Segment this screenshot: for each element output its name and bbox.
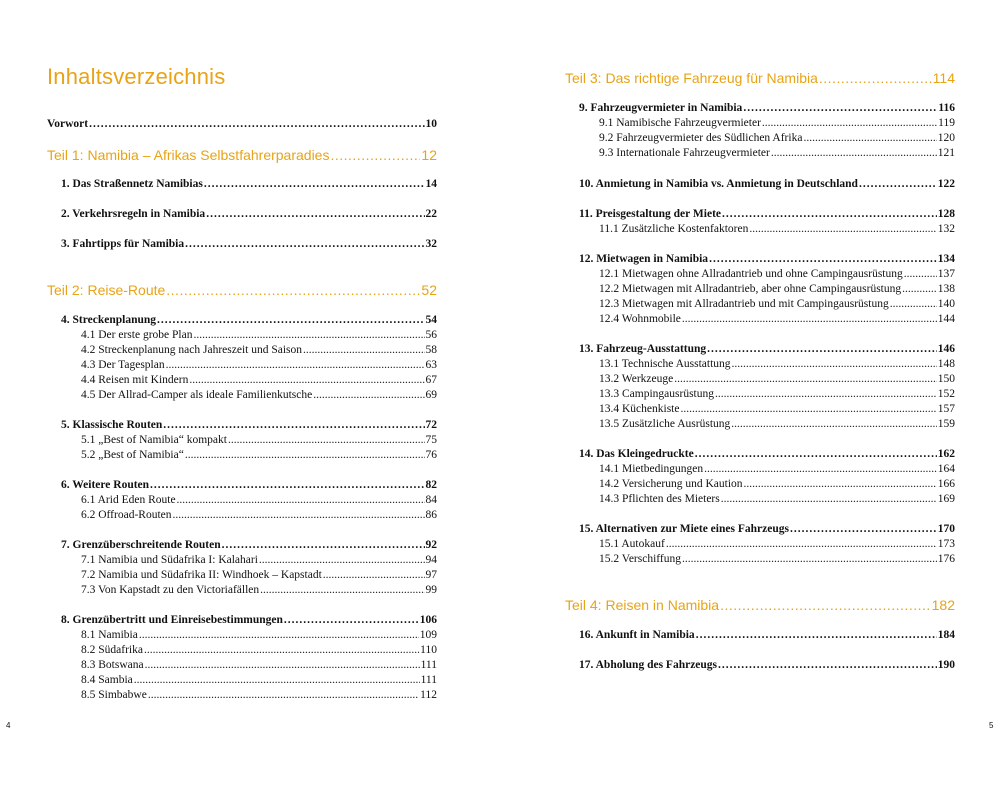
toc-entry-label: 14.2 Versicherung und Kaution [599, 478, 743, 490]
toc-chapter-entry[interactable] [579, 208, 955, 220]
toc-entry-page-number: 146 [937, 343, 955, 355]
dot-leader [313, 389, 424, 401]
toc-entry-page-number: 110 [420, 644, 437, 656]
toc-subsection-entry[interactable] [599, 538, 955, 550]
toc-subsection-entry[interactable] [599, 358, 955, 370]
toc-part-entry[interactable] [565, 597, 955, 613]
toc-entry-page-number: 67 [425, 374, 437, 386]
toc-subsection-entry[interactable] [599, 388, 955, 400]
dot-leader [721, 493, 937, 505]
toc-entry-label: 14. Das Kleingedruckte [579, 448, 694, 460]
dot-leader [173, 509, 425, 521]
dot-leader [166, 359, 425, 371]
dot-leader [696, 629, 937, 641]
toc-entry-label: 8.2 Südafrika [81, 644, 143, 656]
toc-entry-page-number: 75 [425, 434, 437, 446]
toc-subsection-entry[interactable] [81, 584, 437, 596]
toc-part-entry[interactable] [47, 147, 437, 163]
toc-chapter-entry[interactable] [579, 629, 955, 641]
toc-entry-label: 3. Fahrtipps für Namibia [61, 238, 185, 250]
toc-entry-label: 15.2 Verschiffung [599, 553, 681, 565]
toc-entry-label: 7.2 Namibia und Südafrika II: Windhoek – Kapstadt [81, 569, 322, 581]
dot-leader [145, 659, 420, 671]
toc-entry-label: 8.4 Sambia [81, 674, 133, 686]
toc-subsection-entry[interactable] [81, 689, 437, 701]
dot-leader [731, 418, 936, 430]
toc-entry-label: 16. Ankunft in Namibia [579, 629, 695, 641]
toc-subsection-entry[interactable] [599, 478, 955, 490]
toc-entry-label: 17. Abholung des Fahrzeugs [579, 659, 718, 671]
dot-leader [744, 478, 937, 490]
toc-chapter-entry[interactable] [579, 253, 955, 265]
toc-entry-page-number: 97 [425, 569, 437, 581]
toc-entry-page-number: 111 [420, 674, 437, 686]
dot-leader [666, 538, 937, 550]
dot-leader [743, 102, 937, 114]
toc-chapter-entry[interactable] [579, 448, 955, 460]
toc-subsection-entry[interactable] [599, 373, 955, 385]
toc-entry-label: 15. Alternativen zur Miete eines Fahrzeugs [579, 523, 789, 535]
toc-subsection-entry[interactable] [599, 283, 955, 295]
dot-leader [89, 118, 424, 130]
dot-leader [859, 178, 937, 190]
toc-chapter-entry[interactable] [61, 419, 437, 431]
toc-entry-label: Teil 1: Namibia – Afrikas Selbstfahrerparadies [47, 147, 330, 163]
toc-entry-page-number: 166 [937, 478, 955, 490]
toc-chapter-entry[interactable] [47, 118, 437, 130]
toc-chapter-entry[interactable] [61, 178, 437, 190]
toc-chapter-entry[interactable] [579, 343, 955, 355]
toc-entry-page-number: 63 [425, 359, 437, 371]
dot-leader [803, 132, 936, 144]
toc-subsection-entry[interactable] [599, 117, 955, 129]
dot-leader [157, 314, 424, 326]
dot-leader [185, 238, 424, 250]
toc-entry-label: 14.3 Pflichten des Mieters [599, 493, 720, 505]
toc-entry-label: 4.1 Der erste grobe Plan [81, 329, 193, 341]
page-title: Inhaltsverzeichnis [47, 64, 226, 89]
toc-entry-label: 13.4 Küchenkiste [599, 403, 680, 415]
toc-entry-label: 6.1 Arid Eden Route [81, 494, 176, 506]
toc-entry-label: 7. Grenzüberschreitende Routen [61, 539, 221, 551]
dot-leader [134, 674, 420, 686]
toc-entry-page-number: 184 [937, 629, 955, 641]
dot-leader [189, 374, 424, 386]
toc-entry-page-number: 112 [420, 689, 437, 701]
toc-entry-label: 5.1 „Best of Namibia“ kompakt [81, 434, 227, 446]
toc-subsection-entry[interactable] [599, 403, 955, 415]
dot-leader [704, 463, 937, 475]
toc-subsection-entry[interactable] [81, 569, 437, 581]
toc-entry-page-number: 164 [937, 463, 955, 475]
toc-entry-label: 4.4 Reisen mit Kindern [81, 374, 189, 386]
toc-entry-label: 4. Streckenplanung [61, 314, 157, 326]
dot-leader [720, 597, 931, 613]
toc-chapter-entry[interactable] [579, 523, 955, 535]
toc-entry-page-number: 120 [937, 132, 955, 144]
toc-subsection-entry[interactable] [81, 659, 437, 671]
dot-leader [707, 343, 937, 355]
dot-leader [904, 268, 937, 280]
toc-entry-label: 15.1 Autokauf [599, 538, 665, 550]
toc-entry-page-number: 134 [937, 253, 955, 265]
toc-entry-label: 4.5 Der Allrad-Camper als ideale Familienkutsche [81, 389, 313, 401]
dot-leader [902, 283, 937, 295]
toc-entry-page-number: 132 [937, 223, 955, 235]
toc-subsection-entry[interactable] [599, 147, 955, 159]
toc-entry-page-number: 94 [425, 554, 437, 566]
toc-entry-page-number: 157 [937, 403, 955, 415]
toc-subsection-entry[interactable] [81, 359, 437, 371]
toc-entry-page-number: 162 [937, 448, 955, 460]
dot-leader [222, 539, 425, 551]
toc-chapter-entry[interactable] [579, 178, 955, 190]
toc-part-entry[interactable] [47, 282, 437, 298]
toc-entry-page-number: 140 [937, 298, 955, 310]
toc-chapter-entry[interactable] [61, 208, 437, 220]
toc-entry-page-number: 56 [425, 329, 437, 341]
dot-leader [890, 298, 937, 310]
dot-leader [177, 494, 425, 506]
toc-entry-label: 5. Klassische Routen [61, 419, 163, 431]
toc-entry-page-number: 54 [425, 314, 437, 326]
dot-leader [323, 569, 425, 581]
toc-entry-label: Teil 4: Reisen in Namibia [565, 597, 720, 613]
toc-entry-page-number: 119 [938, 117, 955, 129]
toc-subsection-entry[interactable] [81, 374, 437, 386]
toc-part-entry[interactable] [565, 70, 955, 86]
toc-entry-page-number: 52 [421, 282, 437, 298]
toc-entry-page-number: 86 [425, 509, 437, 521]
page-number-right: 5 [989, 721, 994, 730]
toc-entry-page-number: 32 [425, 238, 437, 250]
toc-entry-label: 13.3 Campingausrüstung [599, 388, 714, 400]
dot-leader [330, 147, 420, 163]
toc-entry-page-number: 182 [931, 597, 955, 613]
dot-leader [284, 614, 419, 626]
toc-subsection-entry[interactable] [81, 554, 437, 566]
toc-chapter-entry[interactable] [579, 102, 955, 114]
toc-subsection-entry[interactable] [599, 493, 955, 505]
toc-entry-label: 6.2 Offroad-Routen [81, 509, 172, 521]
dot-leader [228, 434, 425, 446]
toc-entry-page-number: 138 [937, 283, 955, 295]
toc-entry-page-number: 92 [425, 539, 437, 551]
dot-leader [150, 479, 424, 491]
toc-entry-label: 9.3 Internationale Fahrzeugvermieter [599, 147, 770, 159]
dot-leader [166, 282, 420, 298]
toc-entry-page-number: 72 [425, 419, 437, 431]
toc-entry-label: 4.3 Der Tagesplan [81, 359, 165, 371]
toc-entry-page-number: 190 [937, 659, 955, 671]
dot-leader [762, 117, 937, 129]
toc-entry-label: 7.3 Von Kapstadt zu den Victoriafällen [81, 584, 260, 596]
toc-entry-page-number: 82 [425, 479, 437, 491]
toc-subsection-entry[interactable] [81, 674, 437, 686]
toc-entry-label: 14.1 Mietbedingungen [599, 463, 704, 475]
dot-leader [819, 70, 932, 86]
toc-subsection-entry[interactable] [81, 434, 437, 446]
toc-chapter-entry[interactable] [61, 539, 437, 551]
dot-leader [139, 629, 419, 641]
toc-entry-label: Teil 3: Das richtige Fahrzeug für Namibia [565, 70, 818, 86]
toc-entry-label: 9.2 Fahrzeugvermieter des Südlichen Afrika [599, 132, 803, 144]
toc-entry-page-number: 170 [937, 523, 955, 535]
toc-subsection-entry[interactable] [81, 329, 437, 341]
toc-entry-label: 8. Grenzübertritt und Einreisebestimmungen [61, 614, 283, 626]
toc-entry-label: 12.4 Wohnmobile [599, 313, 681, 325]
toc-entry-page-number: 84 [425, 494, 437, 506]
toc-entry-label: 13. Fahrzeug-Ausstattung [579, 343, 707, 355]
toc-subsection-entry[interactable] [81, 344, 437, 356]
toc-entry-label: 9. Fahrzeugvermieter in Namibia [579, 102, 743, 114]
toc-entry-page-number: 150 [937, 373, 955, 385]
toc-entry-page-number: 114 [932, 70, 955, 86]
toc-subsection-entry[interactable] [81, 509, 437, 521]
toc-entry-label: 5.2 „Best of Namibia“ [81, 449, 184, 461]
dot-leader [148, 689, 419, 701]
toc-entry-label: 13.2 Werkzeuge [599, 373, 674, 385]
toc-chapter-entry[interactable] [61, 479, 437, 491]
toc-entry-label: 13.5 Zusätzliche Ausrüstung [599, 418, 731, 430]
toc-entry-page-number: 99 [425, 584, 437, 596]
toc-subsection-entry[interactable] [599, 268, 955, 280]
toc-entry-page-number: 159 [937, 418, 955, 430]
toc-entry-page-number: 22 [425, 208, 437, 220]
dot-leader [709, 253, 937, 265]
toc-subsection-entry[interactable] [599, 132, 955, 144]
toc-entry-label: 10. Anmietung in Namibia vs. Anmietung in Deutschland [579, 178, 858, 190]
toc-entry-label: 2. Verkehrsregeln in Namibia [61, 208, 206, 220]
toc-subsection-entry[interactable] [599, 463, 955, 475]
toc-entry-label: 9.1 Namibische Fahrzeugvermieter [599, 117, 761, 129]
toc-entry-page-number: 121 [937, 147, 955, 159]
toc-entry-label: 11.1 Zusätzliche Kostenfaktoren [599, 223, 749, 235]
dot-leader [144, 644, 419, 656]
dot-leader [682, 313, 937, 325]
toc-entry-page-number: 173 [937, 538, 955, 550]
toc-entry-label: 7.1 Namibia und Südafrika I: Kalahari [81, 554, 258, 566]
toc-subsection-entry[interactable] [599, 553, 955, 565]
toc-entry-page-number: 128 [937, 208, 955, 220]
toc-entry-page-number: 14 [425, 178, 437, 190]
dot-leader [260, 584, 424, 596]
dot-leader [303, 344, 425, 356]
dot-leader [732, 358, 937, 370]
dot-leader [695, 448, 937, 460]
toc-entry-page-number: 76 [425, 449, 437, 461]
toc-entry-label: 11. Preisgestaltung der Miete [579, 208, 722, 220]
toc-entry-label: 4.2 Streckenplanung nach Jahreszeit und Saison [81, 344, 302, 356]
toc-entry-page-number: 169 [937, 493, 955, 505]
toc-chapter-entry[interactable] [579, 659, 955, 671]
toc-entry-label: 13.1 Technische Ausstattung [599, 358, 731, 370]
toc-subsection-entry[interactable] [81, 449, 437, 461]
toc-subsection-entry[interactable] [599, 313, 955, 325]
toc-chapter-entry[interactable] [61, 238, 437, 250]
dot-leader [790, 523, 937, 535]
toc-subsection-entry[interactable] [599, 418, 955, 430]
dot-leader [682, 553, 937, 565]
toc-entry-label: 8.3 Botswana [81, 659, 144, 671]
toc-entry-page-number: 12 [421, 147, 437, 163]
toc-entry-page-number: 176 [937, 553, 955, 565]
toc-subsection-entry[interactable] [599, 298, 955, 310]
toc-entry-page-number: 111 [420, 659, 437, 671]
dot-leader [680, 403, 936, 415]
dot-leader [718, 659, 937, 671]
dot-leader [206, 208, 424, 220]
toc-entry-page-number: 148 [937, 358, 955, 370]
toc-entry-label: 1. Das Straßennetz Namibias [61, 178, 203, 190]
toc-entry-page-number: 152 [937, 388, 955, 400]
page-number-left: 4 [6, 721, 11, 730]
toc-subsection-entry[interactable] [81, 629, 437, 641]
toc-entry-page-number: 137 [937, 268, 955, 280]
toc-entry-label: 12.2 Mietwagen mit Allradantrieb, aber ohne Campingausrüstung [599, 283, 902, 295]
dot-leader [259, 554, 425, 566]
dot-leader [193, 329, 424, 341]
toc-entry-page-number: 58 [425, 344, 437, 356]
toc-entry-page-number: 106 [419, 614, 437, 626]
dot-leader [204, 178, 425, 190]
toc-entry-page-number: 109 [419, 629, 437, 641]
toc-chapter-entry[interactable] [61, 614, 437, 626]
toc-entry-label: 6. Weitere Routen [61, 479, 150, 491]
toc-subsection-entry[interactable] [81, 389, 437, 401]
toc-entry-label: Vorwort [47, 118, 89, 130]
toc-entry-page-number: 144 [937, 313, 955, 325]
toc-entry-label: 12. Mietwagen in Namibia [579, 253, 709, 265]
toc-entry-label: 12.3 Mietwagen mit Allradantrieb und mit Campingausrüstung [599, 298, 889, 310]
toc-subsection-entry[interactable] [81, 494, 437, 506]
dot-leader [163, 419, 424, 431]
toc-subsection-entry[interactable] [81, 644, 437, 656]
toc-entry-label: 8.1 Namibia [81, 629, 138, 641]
dot-leader [749, 223, 936, 235]
dot-leader [771, 147, 937, 159]
toc-entry-label: 8.5 Simbabwe [81, 689, 147, 701]
toc-entry-page-number: 10 [425, 118, 437, 130]
toc-chapter-entry[interactable] [61, 314, 437, 326]
dot-leader [722, 208, 937, 220]
toc-entry-label: 12.1 Mietwagen ohne Allradantrieb und ohne Campingausrüstung [599, 268, 903, 280]
toc-subsection-entry[interactable] [599, 223, 955, 235]
toc-entry-page-number: 122 [937, 178, 955, 190]
toc-entry-page-number: 116 [938, 102, 955, 114]
dot-leader [715, 388, 937, 400]
dot-leader [185, 449, 425, 461]
toc-entry-label: Teil 2: Reise-Route [47, 282, 166, 298]
toc-entry-page-number: 69 [425, 389, 437, 401]
dot-leader [674, 373, 937, 385]
